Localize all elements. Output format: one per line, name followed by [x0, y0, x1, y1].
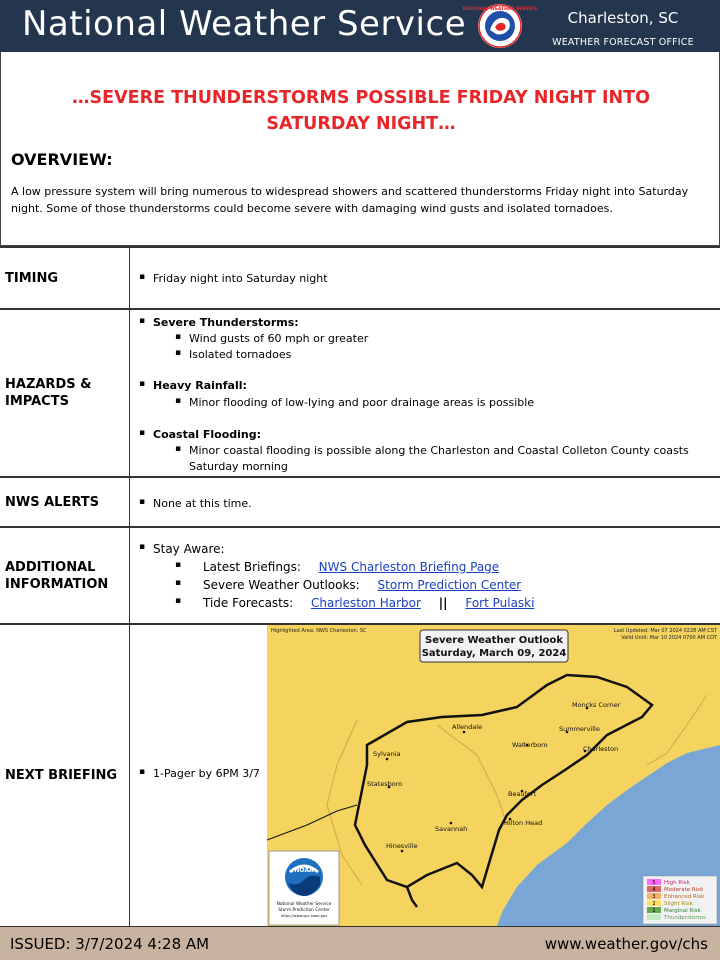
list-item: ▪ Minor flooding of low-lying and poor drainage areas is possible: [175, 396, 534, 409]
svg-text:Slight Risk: Slight Risk: [664, 901, 693, 907]
headline-line1: …SEVERE THUNDERSTORMS POSSIBLE FRIDAY NIGHT INTO: [72, 88, 650, 108]
overview-text: A low pressure system will bring numerous to widespread showers and scattered thunderstorms Friday night into Saturday night. Some of those thunderstorms could become severe with damaging wind gusts and isolated tornadoes.: [11, 185, 689, 215]
map-valid-until: Valid Until: Mar 10 2024 0700 AM CDT: [621, 635, 717, 641]
list-item: ▪ Severe Weather Outlooks: Storm Prediction Center: [175, 578, 521, 592]
credit-line1: National Weather Service: [276, 902, 332, 907]
overview-label: OVERVIEW:: [11, 150, 113, 169]
svg-text:Thunderstorms: Thunderstorms: [664, 915, 706, 921]
row-hazards: [0, 308, 720, 476]
briefing-page-link[interactable]: NWS Charleston Briefing Page: [318, 560, 500, 574]
overview-section: [0, 52, 720, 246]
page-title: National Weather Service: [22, 4, 467, 44]
issued-timestamp: ISSUED: 3/7/2024 4:28 AM: [10, 935, 210, 953]
city-label: Savannah: [435, 825, 468, 833]
list-item: ▪ Friday night into Saturday night: [139, 272, 328, 285]
row-alerts: [0, 476, 720, 526]
list-item: ▪ Latest Briefings: NWS Charleston Briefing Page: [175, 560, 499, 574]
svg-text:5: 5: [652, 880, 656, 886]
timing-label: TIMING: [0, 248, 130, 308]
fort-pulaski-link[interactable]: Fort Pulaski: [465, 596, 535, 610]
svg-text:High Risk: High Risk: [664, 880, 690, 886]
svg-text:2: 2: [652, 901, 656, 907]
row-timing: [0, 246, 720, 308]
city-label: Hilton Head: [504, 819, 543, 827]
website-link[interactable]: www.weather.gov/chs: [544, 935, 708, 953]
list-item: ▪ None at this time.: [139, 497, 252, 510]
map-title-line1: Severe Weather Outlook: [425, 635, 563, 646]
severe-outlook-map: [267, 625, 720, 926]
header-bar: [0, 0, 720, 52]
svg-text:Enhanced Risk: Enhanced Risk: [664, 894, 705, 900]
list-item: ▪ Stay Aware:: [139, 542, 225, 556]
city-label: Moncks Corner: [572, 701, 621, 709]
next-briefing-label: NEXT BRIEFING: [0, 625, 130, 926]
noaa-label: NOAA: [294, 867, 314, 874]
row-additional: [0, 526, 720, 623]
city-label: Allendale: [452, 723, 483, 731]
city-label: Walterboro: [512, 741, 548, 749]
credit-url: https://www.spc.noaa.gov: [280, 914, 328, 918]
hazards-label: HAZARDS & IMPACTS: [0, 310, 130, 476]
footer-bar: [0, 926, 720, 960]
svg-text:1: 1: [652, 908, 656, 914]
list-item: ▪ Isolated tornadoes: [175, 348, 291, 361]
logo-text: NATIONAL WEATHER SERVICE: [462, 7, 538, 12]
list-item: ▪ Heavy Rainfall:: [139, 379, 247, 392]
city-label: Beaufort: [508, 790, 537, 798]
credit-line2: Storm Prediction Center: [278, 908, 330, 913]
additional-label: ADDITIONAL INFORMATION: [0, 528, 130, 623]
list-item: ▪ Wind gusts of 60 mph or greater: [175, 332, 368, 345]
list-item: ▪ Severe Thunderstorms:: [139, 316, 299, 329]
list-item-continuation: Saturday morning: [189, 460, 288, 473]
additional-body: [131, 528, 720, 623]
list-item: ▪ Minor coastal flooding is possible along the Charleston and Coastal Colleton County coasts: [175, 444, 689, 457]
city-label: Sylvania: [373, 750, 401, 758]
svg-text:3: 3: [652, 894, 656, 900]
city-label: Hinesville: [386, 842, 418, 850]
alerts-label: NWS ALERTS: [0, 478, 130, 526]
spc-link[interactable]: Storm Prediction Center: [377, 578, 522, 592]
svg-text:4: 4: [652, 887, 656, 893]
alerts-body: [131, 478, 720, 526]
office-city: Charleston, SC: [567, 9, 679, 27]
city-label: Statesboro: [367, 780, 403, 788]
timing-body: [131, 248, 720, 308]
svg-text:Moderate Risk: Moderate Risk: [664, 887, 704, 893]
list-item: ▪ Coastal Flooding:: [139, 428, 261, 441]
map-highlighted-area: Highlighted Area: NWS Charleston, SC: [271, 628, 367, 634]
map-legend: [643, 876, 717, 924]
headline: [21, 85, 701, 137]
headline-line2: SATURDAY NIGHT…: [266, 114, 456, 134]
map-title-line2: Saturday, March 09, 2024: [421, 648, 567, 659]
office-subtitle: WEATHER FORECAST OFFICE: [552, 37, 694, 48]
city-label: Summerville: [559, 725, 600, 733]
city-label: Charleston: [583, 745, 619, 753]
list-item: ▪ Tide Forecasts: Charleston Harbor || Fort Pulaski: [175, 596, 534, 610]
list-item: ▪ 1-Pager by 6PM 3/7: [139, 767, 260, 780]
map-last-updated: Last Updated: Mar 07 2024 0228 AM CST: [613, 628, 717, 634]
hazards-body: [131, 310, 720, 476]
nws-logo-icon: [462, 3, 538, 49]
svg-text:Marginal Risk: Marginal Risk: [664, 908, 701, 914]
charleston-harbor-link[interactable]: Charleston Harbor: [311, 596, 421, 610]
